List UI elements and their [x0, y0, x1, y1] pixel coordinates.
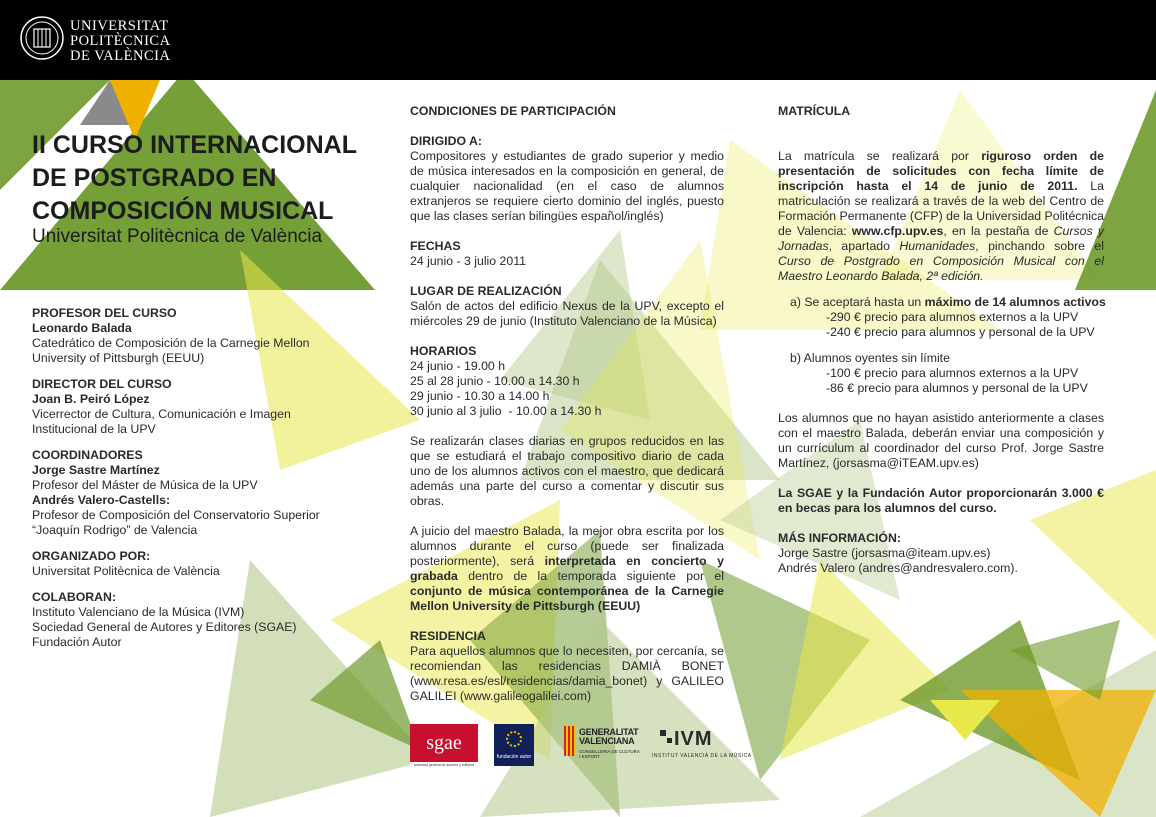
header-bar [0, 0, 1156, 80]
sgae-logo: sgae sociedad general de autores y editores [410, 724, 478, 768]
matricula-paragraph: La matrícula se realizará por riguroso orden de presentación de solicitudes con fecha límite de inscripción hasta el 14 de junio de 2011. La matriculación se realizará a través de la web del Centro de Formación Permanente (CFP) de la Universidad Politécnica de Valencia: www.cfp.upv.es, en la pestaña de Cursos y Jornadas, apartado Humanidades, pinchando sobre el Curso de Postgrado en Composición Musical con el Maestro Leonardo Balada, 2ª edición. [778, 149, 1105, 283]
left-column: PROFESOR DEL CURSO Leonardo Balada Catedrático de Composición de la Carnegie Mellon University of Pittsburgh (EEUU) DIRECTOR DEL CURSO Joan B. Peiró López Vicerrector de Cultura, Comunicación e Imagen Institucional de la UPV COORDINADORES Jorge Sastre Martínez Profesor del Máster de Música de la UPV Andrés Valero-Castells: Profesor de Composición del Conservatorio Superior “Joaquín Rodrigo” de Valencia ORGANIZADO POR: Universitat Politècnica de València COLABORAN: Instituto Valenciano de la Música (IVM) Sociedad General de Autores y Editores (SGAE) Fundación Autor [32, 306, 320, 649]
cfp-link[interactable]: www.cfp.upv.es [851, 224, 944, 238]
ivm-logo: IVM INSTITUT VALENCIÀ DE LA MÚSICA [652, 728, 752, 759]
stars-circle-icon [506, 731, 522, 747]
fundacion-autor-logo: fundación autor [494, 724, 534, 766]
bg-triangle [780, 560, 950, 760]
juicio-paragraph: A juicio del maestro Balada, la mejor obra escrita por los alumnos durante el curso (puede ser finalizada posteriormente), será interpretada en concierto y grabada dentro de la temporada siguiente por el conjunto de música contemporánea de la Carnegie Mellon University de Pittsburgh (EEUU) [410, 524, 724, 613]
university-name: UNIVERSITAT POLITÈCNICA DE VALÈNCIA [70, 18, 171, 64]
matricula-heading: MATRÍCULA [778, 104, 851, 118]
sponsor-logos [410, 722, 750, 772]
section-heading: CONDICIONES DE PARTICIPACIÓN [410, 104, 616, 118]
course-subtitle: Universitat Politècnica de València [32, 226, 323, 247]
right-column: MATRÍCULA La matrícula se realizará por riguroso orden de presentación de solicitudes con fecha límite de inscripción hasta el 14 de junio de 2011. La matriculación se realizará a través de la web del Centro de Formación Permanente (CFP) de la Universidad Politécnica de Valencia: www.cfp.upv.es, en la pestaña de Cursos y Jornadas, apartado Humanidades, pinchando sobre el Curso de Postgrado en Composición Musical con el Maestro Leonardo Balada, 2ª edición. a) Se aceptará hasta un máximo de 14 alumnos activos -290 € precio para alumnos externos a la UPV -240 € precio para alumnos y personal de la UPV b) Alumnos oyentes sin límite -100 € precio para alumnos externos a la UPV -86 € precio para alumnos y personal de la UPV Los alumnos que no hayan asistido anteriormente a clases con el maestro Balada, deberán enviar una composición y un currículum al coordinador del curso Prof. Jorge Sastre Martínez, (jorsasma@iTEAM.upv.es) La SGAE y la Fundación Autor proporcionarán 3.000 € en becas para los alumnos del curso. MÁS INFORMACIÓN: Jorge Sastre (jorsasma@iteam.upv.es) Andrés Valero (andres@andresvalero.com). [778, 104, 1106, 575]
middle-column: CONDICIONES DE PARTICIPACIÓN DIRIGIDO A: Compositores y estudiantes de grado superior y medio de música interesados en la composición en general, de cualquier nacionalidad (en el caso de alumnos extranjeros se requiere cierto dominio del inglés, puesto que las clases serían bilingües español/inglés) FECHAS 24 junio - 3 julio 2011 LUGAR DE REALIZACIÓN Salón de actos del edificio Nexus de la UPV, excepto el miércoles 29 de junio (Instituto Valenciano de la Música) HORARIOS 24 junio - 19.00 h 25 al 28 junio - 10.00 a 14.30 h 29 junio - 10.30 a 14.00 h 30 junio al 3 julio - 10.00 a 14.30 h Se realizarán clases diarias en grupos reducidos en las que se estudiará el trabajo compositivo diario de cada uno de los alumnos activos con el maestro, que dedicará además una parte del curso a comentar y discutir sus obras. A juicio del maestro Balada, la mejor obra escrita por los alumnos durante el curso (puede ser finalizada posteriormente), será interpretada en concierto y grabada dentro de la temporada siguiente por el conjunto de música contemporánea de la Carnegie Mellon University de Pittsburgh (EEUU) RESIDENCIA Para aquellos alumnos que lo necesiten, por cercanía, se recomiendan las residencias DAMIÀ BONET (www.resa.es/esl/residencias/damia_bonet) y GALILEO GALILEI (www.galileogalilei.com) [410, 104, 724, 703]
becas-notice: La SGAE y la Fundación Autor proporcionarán 3.000 € en becas para los alumnos del curso. [778, 486, 1104, 515]
generalitat-valenciana-logo: GENERALITAT VALENCIANA CONSELLERIA DE CULTURA I ESPORT [564, 724, 634, 768]
senyera-icon [564, 726, 576, 756]
university-seal-logo [20, 16, 64, 60]
course-title: II CURSO INTERNACIONAL DE POSTGRADO EN COMPOSICIÓN MUSICAL Universitat Politècnica de València [32, 129, 392, 248]
